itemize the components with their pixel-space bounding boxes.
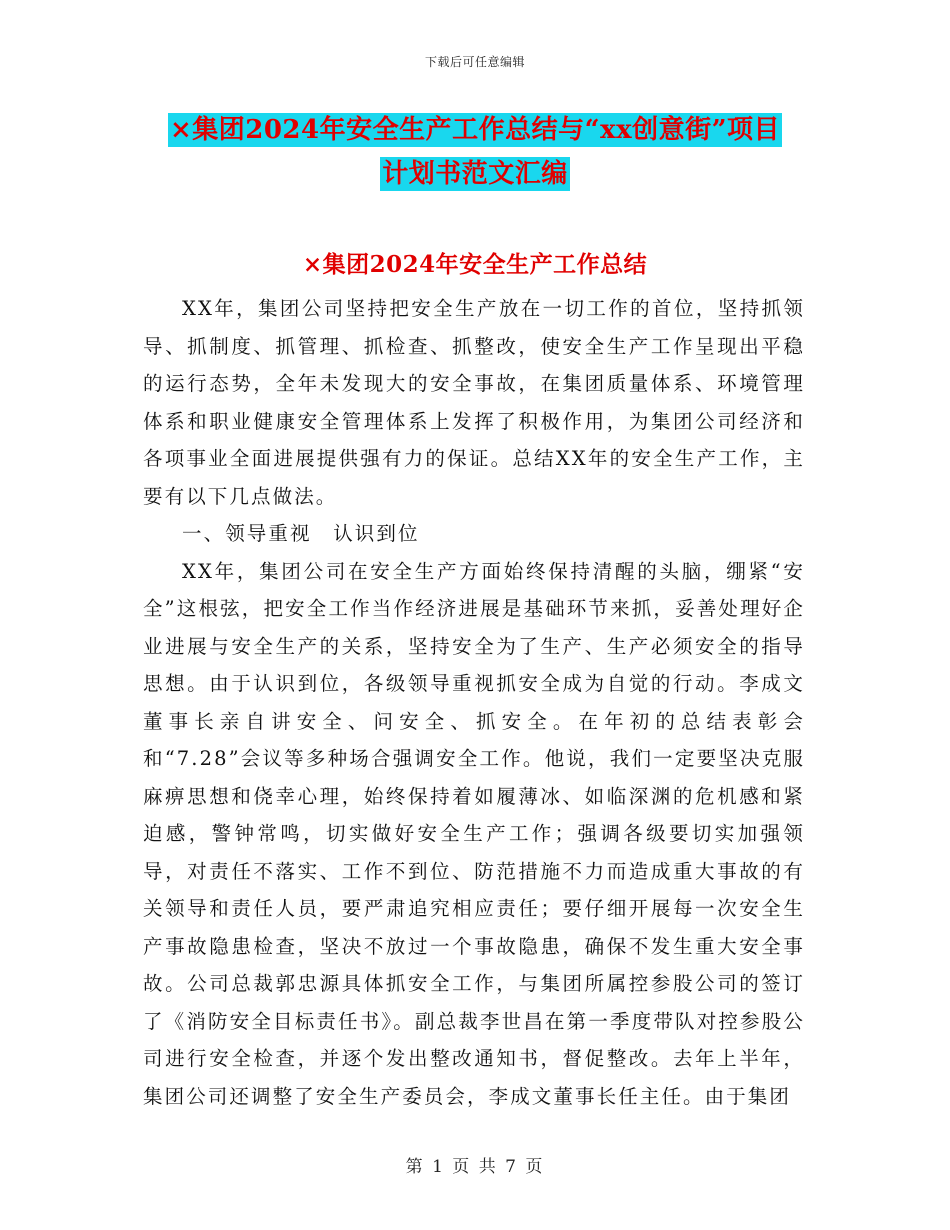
document-title bbox=[0, 108, 950, 196]
header-note: 下载后可任意编辑 bbox=[424, 55, 525, 69]
document-body bbox=[143, 290, 805, 1115]
page-footer: 第 1 页 共 7 页 bbox=[405, 1157, 545, 1177]
paragraph-intro: XX年，集团公司坚持把安全生产放在一切工作的首位，坚持抓领导、抓制度、抓管理、抓检查、抓整改，使安全生产工作呈现出平稳的运行态势，全年未发现大的安全事故，在集团质量体系、环境管理体系和职业健康安全管理体系上发挥了积极作用，为集团公司经济和各项事业全面进展提供强有力的保证。总结XX年的安全生产工作，主要有以下几点做法。 bbox=[143, 297, 805, 508]
paragraph-leadership: XX年，集团公司在安全生产方面始终保持清醒的头脑，绷紧“安全”这根弦，把安全工作当作经济进展是基础环节来抓，妥善处理好企业进展与安全生产的关系，坚持安全为了生产、生产必须安全的指导思想。由于认识到位，各级领导重视抓安全成为自觉的行动。李成文董事长亲自讲安全、问安全、抓安全。在年初的总结表彰会和“7.28”会议等多种场合强调安全工作。他说，我们一定要坚决克服麻痹思想和侥幸心理，始终保持着如履薄冰、如临深渊的危机感和紧迫感，警钟常鸣，切实做好安全生产工作；强调各级要切实加强领导，对责任不落实、工作不到位、防范措施不力而造成重大事故的有关领导和责任人员，要严肃追究相应责任；要仔细开展每一次安全生产事故隐患检查，坚决不放过一个事故隐患，确保不发生重大安全事故。公司总裁郭忠源具体抓安全工作，与集团所属控参股公司的签订了《消防安全目标责任书》。副总裁李世昌在第一季度带队对控参股公司进行安全检查，并逐个发出整改通知书，督促整改。去年上半年，集团公司还调整了安全生产委员会，李成文董事长任主任。由于集团 bbox=[143, 559, 805, 1108]
document-title-line2: 计划书范文汇编 bbox=[382, 159, 568, 189]
section-title: ×集团2024年安全生产工作总结 bbox=[302, 251, 648, 278]
document-title-line1: ×集团2024年安全生产工作总结与“xx创意街”项目 bbox=[169, 115, 781, 145]
paragraph-heading-1: 一、领导重视 认识到位 bbox=[182, 522, 420, 545]
